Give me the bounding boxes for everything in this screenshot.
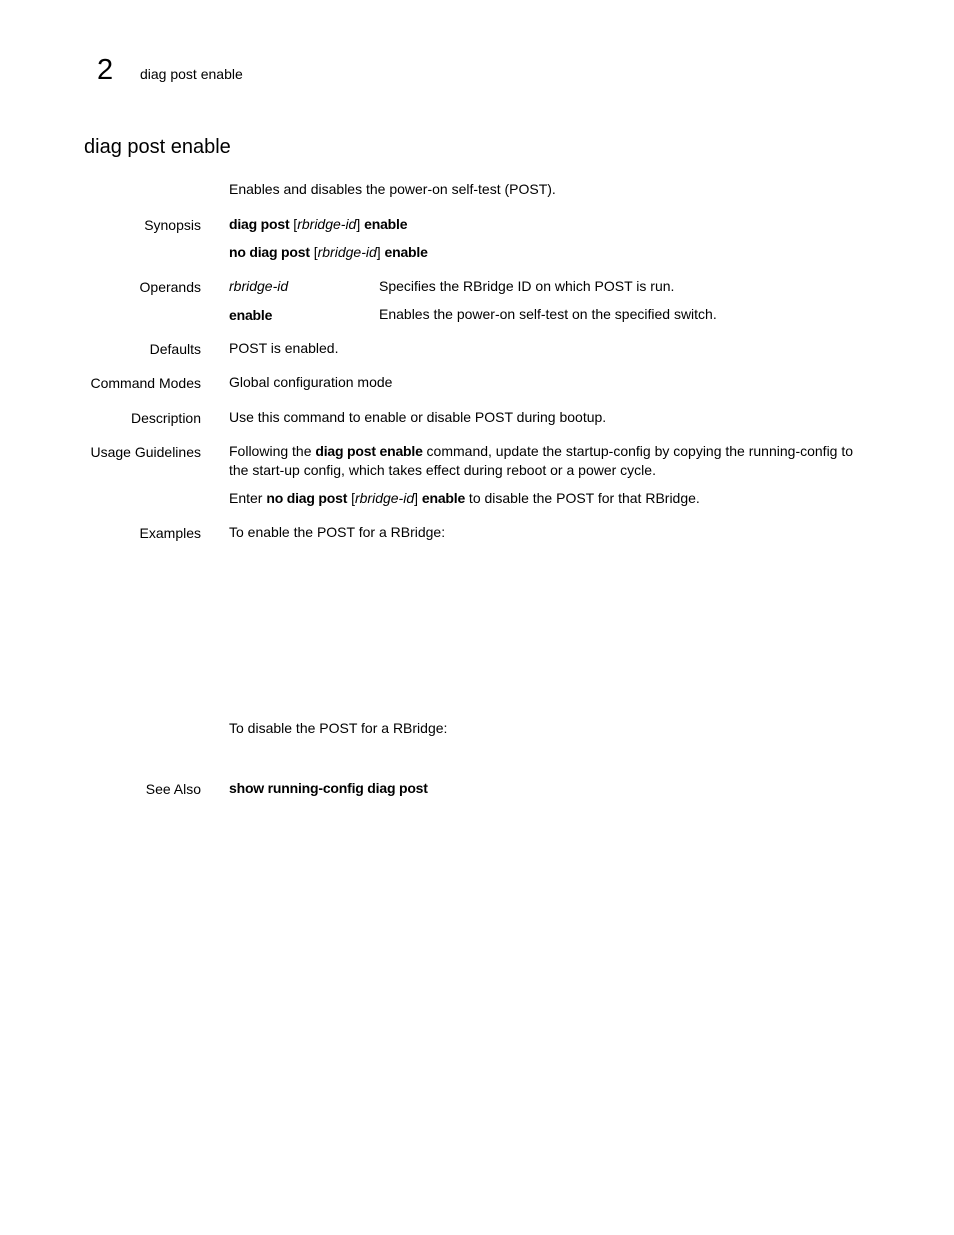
label-synopsis: Synopsis [144, 217, 201, 233]
chapter-number: 2 [97, 54, 114, 86]
synopsis-arg: rbridge-id [317, 244, 377, 260]
usage-p1-command: diag post enable [315, 443, 423, 459]
label-operands: Operands [139, 279, 201, 295]
synopsis-bracket-open: [ [309, 244, 318, 260]
usage-p1-post: command, update the startup-config by copying the running-config to the start-up config, which takes effect during reboot or a power cycle. [229, 443, 854, 478]
command-modes-text: Global configuration mode [229, 374, 393, 390]
synopsis-bracket-close: ] [356, 216, 365, 232]
usage-p2-bracket-close: ] [414, 490, 422, 506]
synopsis-keyword: enable [364, 216, 408, 232]
label-defaults: Defaults [149, 341, 201, 357]
operand-desc-rbridge-id: Specifies the RBridge ID on which POST is run. [379, 278, 675, 294]
synopsis-cmd: diag post [229, 216, 290, 232]
synopsis-line-1 [229, 215, 874, 234]
label-examples: Examples [139, 525, 201, 541]
usage-p2-pre: Enter [229, 490, 267, 506]
synopsis-arg: rbridge-id [297, 216, 357, 232]
see-also-link[interactable]: show running-config diag post [229, 780, 428, 796]
label-description: Description [130, 410, 201, 426]
label-usage-guidelines: Usage Guidelines [90, 444, 201, 460]
usage-p2-keyword: enable [421, 490, 466, 506]
defaults-text: POST is enabled. [229, 340, 339, 356]
example-enable-text: To enable the POST for a RBridge: [229, 524, 446, 540]
usage-p2-arg: rbridge-id [354, 490, 415, 506]
operand-term-enable: enable [229, 307, 273, 323]
label-command-modes: Command Modes [90, 375, 201, 391]
running-header-title: diag post enable [140, 66, 243, 82]
usage-paragraph-2 [229, 489, 874, 508]
page-title: diag post enable [84, 136, 231, 158]
operand-term-rbridge-id: rbridge-id [229, 278, 289, 294]
synopsis-bracket-close: ] [376, 244, 385, 260]
example-disable-text: To disable the POST for a RBridge: [229, 720, 448, 736]
usage-p1-pre: Following the [229, 443, 316, 459]
label-see-also: See Also [145, 781, 201, 797]
usage-p2-bracket-open: [ [347, 490, 355, 506]
operand-desc-enable: Enables the power-on self-test on the specified switch. [379, 306, 717, 322]
synopsis-cmd: no diag post [229, 244, 310, 260]
usage-paragraph-1 [229, 442, 874, 480]
synopsis-line-2 [229, 243, 874, 262]
intro-text: Enables and disables the power-on self-test (POST). [229, 181, 556, 197]
usage-p2-command: no diag post [266, 490, 348, 506]
usage-p2-post: to disable the POST for that RBridge. [465, 490, 700, 506]
synopsis-bracket-open: [ [289, 216, 298, 232]
description-text: Use this command to enable or disable POST during bootup. [229, 409, 607, 425]
synopsis-keyword: enable [384, 244, 428, 260]
